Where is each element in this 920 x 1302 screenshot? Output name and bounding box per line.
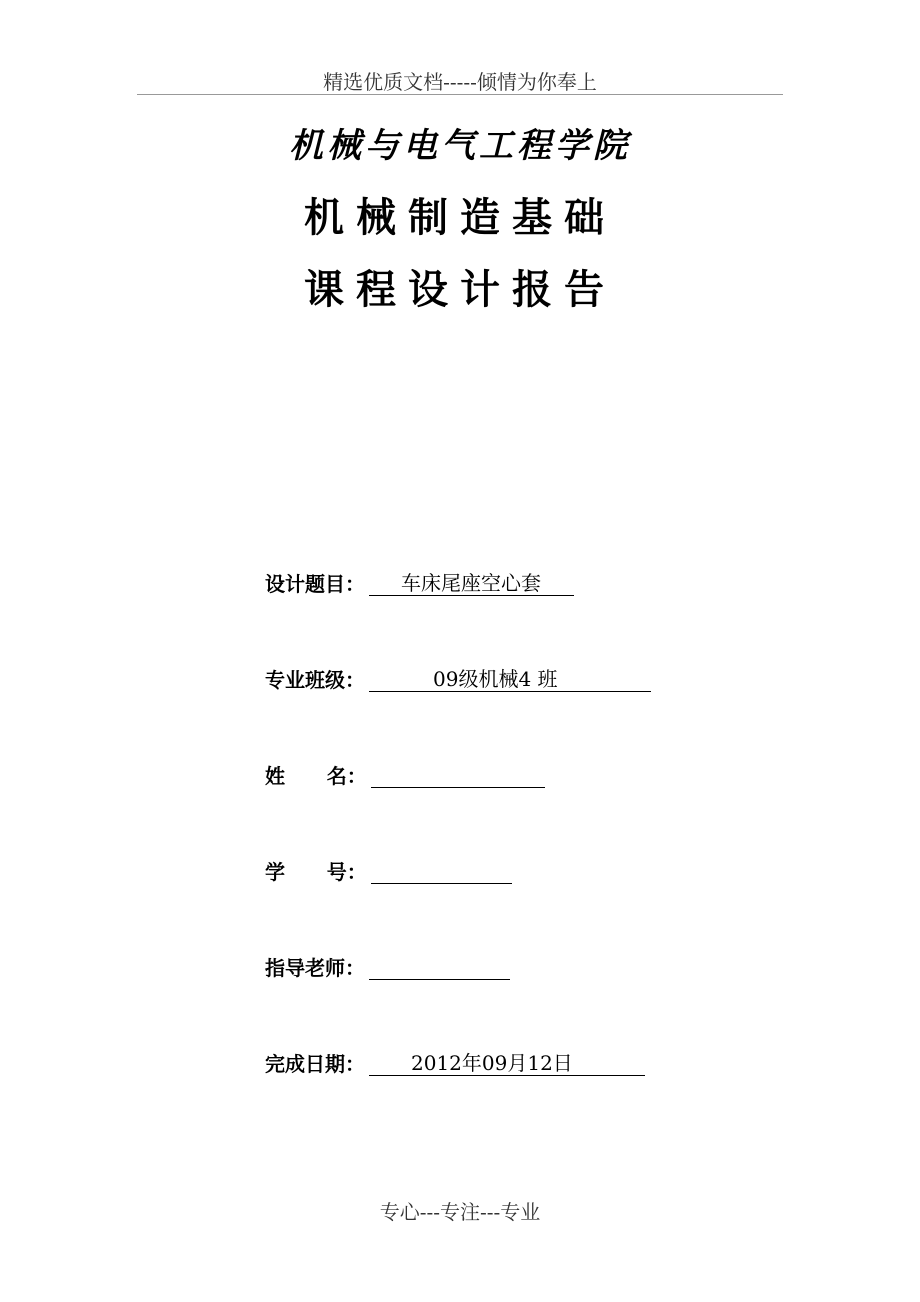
field-name-value xyxy=(371,762,545,788)
field-advisor-value xyxy=(369,954,510,980)
field-major-value: 09级机械4 班 xyxy=(369,666,651,692)
field-topic-value: 车床尾座空心套 xyxy=(369,570,574,596)
field-student-id-label: 学 号： xyxy=(265,860,367,884)
field-student-id xyxy=(265,850,512,884)
field-student-id-value xyxy=(371,858,512,884)
college-name: 机械与电气工程学院 xyxy=(289,126,631,166)
footer-text: 专心---专注---专业 xyxy=(379,1200,541,1224)
field-major-label: 专业班级： xyxy=(265,668,365,692)
field-completion-date-value: 2012年09月12日 xyxy=(369,1050,645,1076)
field-completion-date-label: 完成日期： xyxy=(265,1052,365,1076)
field-completion-date xyxy=(265,1042,645,1076)
field-name-label: 姓 名： xyxy=(265,764,367,788)
field-name xyxy=(265,754,545,788)
field-major xyxy=(265,658,651,692)
field-topic xyxy=(265,562,574,596)
header-divider xyxy=(137,94,783,95)
field-topic-label: 设计题目： xyxy=(265,572,365,596)
report-title-line1: 机械制造基础 xyxy=(304,195,616,241)
field-advisor xyxy=(265,946,510,980)
header-text: 精选优质文档-----倾情为你奉上 xyxy=(323,70,597,94)
field-advisor-label: 指导老师： xyxy=(265,956,365,980)
report-title-line2: 课程设计报告 xyxy=(304,267,616,313)
